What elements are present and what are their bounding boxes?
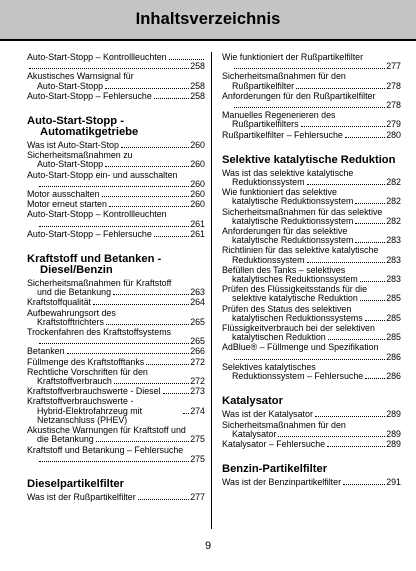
toc-entry-text: Akustisches Warnsignal für xyxy=(27,71,134,82)
dot-leader xyxy=(360,300,385,301)
toc-entry-text: Was ist der Benzinpartikelfilter xyxy=(222,477,342,488)
dot-leader xyxy=(278,436,385,437)
toc-entry-text: Prüfen des Flüssigkeitsstands für die xyxy=(222,284,368,295)
toc-entry[interactable] xyxy=(222,440,401,449)
dot-leader xyxy=(355,223,385,224)
toc-entry[interactable] xyxy=(27,426,205,444)
dot-leader xyxy=(96,441,189,442)
toc-entry[interactable] xyxy=(222,188,401,206)
section-title: Auto-Start-Stopp - Automatikgetriebe xyxy=(27,115,139,139)
toc-entry-text-cont: Reduktionssystem – Fehlersuche xyxy=(232,371,364,382)
toc-entry-text: Motor erneut starten xyxy=(27,199,107,210)
toc-entry-page: 277 xyxy=(190,491,205,502)
toc-entry-text: Sicherheitsmaßnahmen zu xyxy=(27,150,133,161)
section-title: Katalysator xyxy=(222,395,283,408)
dot-leader xyxy=(360,281,385,282)
toc-entry-text-cont: Kraftstoffverbrauch xyxy=(37,376,112,387)
dot-leader xyxy=(113,294,189,295)
toc-entry-text: Kraftstoffverbrauchswerte - Diesel xyxy=(27,386,161,397)
dot-leader xyxy=(365,320,385,321)
toc-entry[interactable] xyxy=(27,171,205,189)
column-divider xyxy=(211,52,212,529)
section-auto-start-stopp-automatik xyxy=(27,116,205,239)
toc-entry[interactable] xyxy=(27,151,205,169)
toc-entry-text-cont: Reduktionssystem xyxy=(232,254,305,265)
toc-entry-text: Sicherheitsmaßnahmen für Kraftstoff xyxy=(27,278,172,289)
toc-entry-text: Kraftstoffqualität xyxy=(27,297,91,308)
dot-leader xyxy=(343,484,385,485)
toc-entry-text-cont: Hybrid-Elektrofahrzeug mit Netzanschluss (PHEV) xyxy=(37,405,143,425)
toc-entry-text: Akustische Warnungen für Kraftstoff und xyxy=(27,425,186,436)
toc-entry-text-cont: Kraftstofftrichters xyxy=(37,316,104,327)
toc-entry[interactable] xyxy=(27,368,205,386)
toc-entry-text-cont: Auto-Start-Stopp xyxy=(37,159,104,170)
dot-leader xyxy=(138,499,190,500)
toc-entry-text-cont: Katalysator xyxy=(232,428,277,439)
toc-entry[interactable] xyxy=(222,363,401,381)
toc-entry-page: 289 xyxy=(386,409,401,420)
toc-entry-text: Sicherheitsmaßnahmen für das selektive xyxy=(222,206,383,217)
toc-entry-page: 275 xyxy=(190,453,205,464)
toc-entry-text: Füllmenge des Kraftstofftanks xyxy=(27,356,145,367)
toc-entry-text: Was ist Auto-Start-Stop xyxy=(27,140,119,151)
toc-entry[interactable] xyxy=(27,298,205,307)
toc-entry-page: 283 xyxy=(386,254,401,265)
toc-entry-page: 289 xyxy=(386,428,401,439)
dot-leader xyxy=(307,262,386,263)
dot-leader xyxy=(183,413,189,414)
dot-leader xyxy=(301,126,386,127)
toc-entry[interactable] xyxy=(27,72,205,90)
toc-entry-text: Wie funktioniert das selektive xyxy=(222,187,337,198)
toc-entry-page: 264 xyxy=(190,297,205,308)
toc-entry-page: 278 xyxy=(386,100,401,111)
toc-entry-page: 285 xyxy=(386,293,401,304)
dot-leader xyxy=(121,147,189,148)
toc-column-left xyxy=(27,53,205,503)
dot-leader xyxy=(345,137,385,138)
toc-entry-text: Motor ausschalten xyxy=(27,189,100,200)
toc-entry[interactable] xyxy=(27,493,205,502)
dot-leader xyxy=(163,393,190,394)
toc-entry[interactable] xyxy=(222,227,401,245)
toc-entry-text: Wie funktioniert der Rußpartikelfilter xyxy=(222,52,364,62)
toc-entry-page: 278 xyxy=(386,80,401,91)
toc-entry-page: 272 xyxy=(190,376,205,387)
toc-entry-page: 282 xyxy=(386,177,401,188)
toc-entry-text-cont: katalytische Reduktionssystem xyxy=(232,196,354,207)
toc-entry-text-cont: Auto-Start-Stopp xyxy=(37,80,104,91)
toc-entry-page: 266 xyxy=(190,346,205,357)
toc-entry-text: Sicherheitsmaßnahmen für den xyxy=(222,419,346,430)
toc-entry-page: 275 xyxy=(190,434,205,445)
dot-leader xyxy=(328,339,385,340)
toc-entry[interactable] xyxy=(27,347,205,356)
dot-leader xyxy=(234,107,385,108)
dot-leader xyxy=(234,68,385,69)
dot-leader xyxy=(154,236,189,237)
toc-entry-page: 286 xyxy=(386,351,401,362)
toc-entry[interactable] xyxy=(27,397,205,425)
toc-entry-text: Anforderungen für den Rußpartikelfilter xyxy=(222,90,376,101)
dot-leader xyxy=(296,88,385,89)
toc-entry[interactable] xyxy=(27,279,205,297)
dot-leader xyxy=(39,226,189,227)
toc-entry-text: Richtlinien für das selektive katalytische xyxy=(222,245,379,256)
dot-leader xyxy=(355,242,385,243)
toc-entry-page: 265 xyxy=(190,336,205,347)
toc-entry-text: Anforderungen für das selektive xyxy=(222,226,348,237)
toc-entry[interactable] xyxy=(222,285,401,303)
dot-leader xyxy=(105,88,189,89)
toc-entry-text: Betanken xyxy=(27,346,65,357)
section-title: Benzin-Partikelfilter xyxy=(222,463,328,476)
toc-entry-page: 258 xyxy=(190,90,205,101)
toc-entry-page: 260 xyxy=(190,189,205,200)
dot-leader xyxy=(109,206,189,207)
toc-entry-text-cont: katalytische Reduktionssystem xyxy=(232,215,354,226)
page-header xyxy=(0,0,416,41)
dot-leader xyxy=(106,324,189,325)
toc-entry[interactable] xyxy=(27,358,205,367)
toc-entry-page: 258 xyxy=(190,80,205,91)
toc-entry[interactable] xyxy=(27,309,205,327)
section-kraftstoff xyxy=(27,254,205,464)
toc-entry-page: 261 xyxy=(190,228,205,239)
toc-entry[interactable] xyxy=(27,141,205,150)
toc-entry-text: AdBlue® – Füllmenge und Spezifikation xyxy=(222,342,379,353)
toc-entry[interactable] xyxy=(222,92,401,110)
toc-entry[interactable] xyxy=(222,305,401,323)
toc-entry-text-cont: katalytische Reduktionssystem xyxy=(232,235,354,246)
toc-entry-page: 286 xyxy=(386,371,401,382)
toc-entry-page: 273 xyxy=(190,386,205,397)
dot-leader xyxy=(146,364,189,365)
toc-entry[interactable] xyxy=(222,343,401,361)
toc-entry-text: Auto-Start-Stopp – Fehlersuche xyxy=(27,90,152,101)
dot-leader xyxy=(67,353,190,354)
toc-entry[interactable] xyxy=(27,53,205,71)
toc-entry-text: Flüssigkeitverbrauch bei der selektiven xyxy=(222,323,375,334)
dot-leader xyxy=(154,98,189,99)
dot-leader xyxy=(114,383,189,384)
toc-entry-page: 282 xyxy=(386,215,401,226)
dot-leader xyxy=(327,446,385,447)
toc-entry[interactable] xyxy=(27,387,205,396)
section-benzin-partikelfilter xyxy=(222,464,401,487)
dot-leader xyxy=(93,304,189,305)
toc-entry[interactable] xyxy=(222,478,401,487)
dot-leader xyxy=(39,461,189,462)
toc-entry-text: Auto-Start-Stopp – Kontrollleuchten xyxy=(27,209,167,220)
toc-entry-page: 285 xyxy=(386,312,401,323)
toc-entry-page: 261 xyxy=(190,218,205,229)
toc-column-right xyxy=(222,53,401,488)
toc-entry[interactable] xyxy=(222,72,401,90)
dot-leader xyxy=(307,184,386,185)
toc-entry-text: Aufbewahrungsort des xyxy=(27,307,116,318)
toc-entry-page: 274 xyxy=(190,405,205,416)
dot-leader xyxy=(169,59,204,60)
section-title: Kraftstoff und Betanken - Diesel/Benzin xyxy=(27,253,162,277)
section-selektive-katalytische-reduktion xyxy=(222,155,401,381)
toc-entry-page: 260 xyxy=(190,159,205,170)
toc-entry[interactable] xyxy=(27,190,205,199)
toc-entry-text: Selektives katalytisches xyxy=(222,361,316,372)
toc-entry-page: 283 xyxy=(386,235,401,246)
toc-entry[interactable] xyxy=(27,200,205,209)
toc-entry-text: Manuelles Regenerieren des xyxy=(222,110,336,121)
dot-leader xyxy=(29,68,189,69)
toc-entry-page: 260 xyxy=(190,178,205,189)
toc-entry-page: 289 xyxy=(386,438,401,449)
toc-entry-page: 258 xyxy=(190,61,205,72)
toc-entry[interactable] xyxy=(27,328,205,346)
toc-entry-text-cont: katalytischen Reduktionssystems xyxy=(232,312,363,323)
toc-entry-text: Was ist das selektive katalytische xyxy=(222,167,354,178)
toc-entry[interactable] xyxy=(222,246,401,264)
toc-entry-page: 260 xyxy=(190,199,205,210)
toc-entry-text: Befüllen des Tanks – selektives xyxy=(222,264,346,275)
toc-entry-text: Prüfen des Status des selektiven xyxy=(222,303,352,314)
toc-entry-text: Was ist der Katalysator xyxy=(222,409,313,420)
toc-entry[interactable] xyxy=(222,169,401,187)
toc-entry[interactable] xyxy=(222,53,401,71)
toc-entry-page: 263 xyxy=(190,287,205,298)
toc-entry[interactable] xyxy=(27,210,205,228)
toc-entry-text-cont: selektive katalytische Reduktion xyxy=(232,293,358,304)
toc-entry-page: 279 xyxy=(386,119,401,130)
toc-entry[interactable] xyxy=(27,230,205,239)
toc-entry[interactable] xyxy=(222,131,401,140)
toc-entry-text: Rußpartikelfilter – Fehlersuche xyxy=(222,129,343,140)
toc-entry[interactable] xyxy=(222,208,401,226)
toc-entry-text-cont: katalytisches Reduktionssystem xyxy=(232,274,358,285)
toc-entry-text: Sicherheitsmaßnahmen für den xyxy=(222,71,346,82)
toc-entry-page: 283 xyxy=(386,274,401,285)
toc-entry-text-cont: die Betankung xyxy=(37,434,94,445)
toc-entry-page: 265 xyxy=(190,316,205,327)
page-title: Inhaltsverzeichnis xyxy=(135,10,281,28)
toc-entry-page: 272 xyxy=(190,356,205,367)
section-katalysator xyxy=(222,396,401,449)
toc-entry-text-cont: katalytischen Reduktion xyxy=(232,332,326,343)
toc-entry[interactable] xyxy=(222,111,401,129)
section-title: Dieselpartikelfilter xyxy=(27,477,125,490)
toc-entry[interactable] xyxy=(222,266,401,284)
toc-entry-text: Rechtliche Vorschriften für den xyxy=(27,366,148,377)
toc-entry-text: Was ist der Rußpartikelfilter xyxy=(27,491,136,502)
dot-leader xyxy=(365,378,385,379)
toc-entry-page: 285 xyxy=(386,332,401,343)
toc-entry-page: 291 xyxy=(386,477,401,488)
toc-entry-page: 260 xyxy=(190,140,205,151)
dot-leader xyxy=(234,359,385,360)
page-number: 9 xyxy=(204,540,212,552)
toc-entry-page: 282 xyxy=(386,196,401,207)
toc-entry[interactable] xyxy=(222,421,401,439)
dot-leader xyxy=(105,166,189,167)
toc-entry[interactable] xyxy=(27,92,205,101)
toc-entry-text-cont: und die Betankung xyxy=(37,287,112,298)
toc-entry[interactable] xyxy=(222,324,401,342)
toc-entry-text: Trockenfahren des Kraftstoffsystems xyxy=(27,327,172,338)
toc-entry-text: Kraftstoff und Betankung – Fehlersuche xyxy=(27,444,184,455)
dot-leader xyxy=(39,186,189,187)
toc-entry-text-cont: Rußpartikelfilters xyxy=(232,119,299,130)
toc-entry[interactable] xyxy=(27,446,205,464)
toc-entry-text: Katalysator – Fehlersuche xyxy=(222,438,326,449)
dot-leader xyxy=(39,343,189,344)
dot-leader xyxy=(355,203,385,204)
dot-leader xyxy=(315,416,385,417)
toc-entry-text-cont: Reduktionssystem xyxy=(232,177,305,188)
section-title: Selektive katalytische Reduktion xyxy=(222,153,396,166)
toc-entry-text: Auto-Start-Stopp – Fehlersuche xyxy=(27,228,152,239)
dot-leader xyxy=(102,196,190,197)
toc-entry-page: 280 xyxy=(386,129,401,140)
section-dieselpartikelfilter xyxy=(27,479,205,502)
toc-entry-text: Auto-Start-Stopp – Kontrollleuchten xyxy=(27,52,167,62)
toc-entry-text: Kraftstoffverbrauchswerte - xyxy=(27,396,134,407)
toc-entry-page: 277 xyxy=(386,61,401,72)
toc-entry-text-cont: Rußpartikelfilter xyxy=(232,80,295,91)
toc-entry[interactable] xyxy=(222,410,401,419)
toc-entry-text: Auto-Start-Stopp ein- und ausschalten xyxy=(27,169,178,180)
